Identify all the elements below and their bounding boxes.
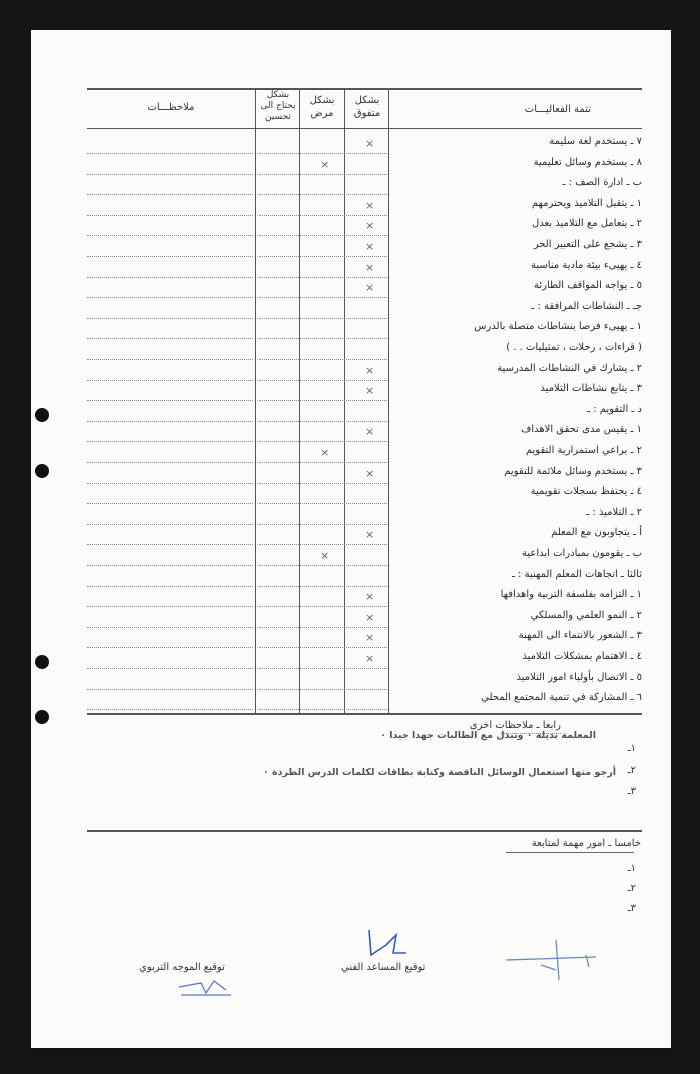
rating-mark-ok: ×: [320, 549, 330, 562]
section5-title-underline: [506, 852, 634, 853]
rating-mark-excellent: ×: [365, 281, 375, 295]
table-row: [87, 505, 642, 525]
header-bottom-rule: [87, 128, 642, 129]
note-2-text: أرجو منها استعمال الوسائل الناقصة وكتابة بطاقات لكلمات الدرس الطردة ٠: [262, 767, 616, 778]
rating-mark-excellent: ×: [365, 240, 375, 253]
binder-hole-2: [35, 464, 49, 478]
activity-label: ٤ ـ يهيىء بيئة مادية مناسبة: [530, 259, 642, 271]
rating-mark-ok: ×: [320, 157, 330, 171]
form-page: [31, 30, 671, 1048]
table-row: [87, 443, 642, 463]
table-row: [87, 319, 642, 339]
header-needs-improvement: بشكل يحتاج الى تحسين: [260, 90, 296, 122]
activity-label: أ ـ يتجاوبون مع المعلم: [551, 527, 642, 539]
activity-label: ٢ ـ يتعامل مع التلاميذ بعدل: [531, 218, 642, 230]
rating-mark-ok: ×: [320, 446, 330, 459]
note-3-num: ٣ـ: [627, 786, 636, 797]
header-activities: تتمة الفعاليـــات: [524, 104, 591, 115]
note-2-num: ٢ـ: [627, 765, 636, 776]
binder-hole-1: [35, 408, 49, 422]
section5-item-1: ١ـ: [627, 863, 636, 874]
table-row: [87, 402, 642, 422]
table-row: [87, 567, 642, 587]
table-row: [87, 258, 642, 278]
activity-label: ٣ ـ يتابع نشاطات التلاميذ: [540, 383, 642, 395]
activity-label: ٣ ـ يستخدم وسائل ملائمة للتقويم: [504, 465, 642, 477]
activity-label: ٥ ـ الاتصال بأولياء امور التلاميذ: [516, 671, 642, 683]
header-excellent: بشكل متفوق: [353, 95, 381, 119]
activity-label: ( قراءات ، رحلات ، تمثيليات . . ): [506, 342, 642, 353]
table-row: [87, 525, 642, 545]
activity-label: ٣ ـ الشعور بالانتماء الى المهنة: [518, 630, 642, 642]
table-row: [87, 155, 642, 175]
table-row: [87, 464, 642, 484]
header-satisfactory: بشكل مرض: [309, 95, 335, 119]
table-row: [87, 628, 642, 648]
table-row: [87, 587, 642, 607]
activity-label: ١ ـ يتقبل التلاميذ ويحترمهم: [531, 197, 642, 209]
rating-mark-excellent: ×: [365, 260, 375, 274]
table-row: [87, 134, 642, 154]
rating-mark-excellent: ×: [365, 219, 375, 233]
rating-mark-excellent: ×: [365, 631, 375, 645]
table-row: [87, 649, 642, 669]
activity-label: ب ـ ادارة الصف : ـ: [562, 177, 642, 189]
activity-label: د ـ التقويم : ـ: [587, 403, 642, 415]
activity-label: ثالثا ـ اتجاهات المعلم المهنية : ـ: [511, 568, 642, 580]
table-row: [87, 196, 642, 216]
notes-dotted-line: [87, 709, 253, 710]
activity-label: ٢ ـ يشارك في النشاطات المدرسية: [497, 362, 642, 374]
rating-mark-excellent: ×: [365, 384, 375, 398]
header-top-rule: [87, 88, 642, 90]
rating-mark-excellent: ×: [365, 198, 375, 212]
table-row: [87, 278, 642, 298]
activity-label: ٢ ـ النمو العلمي والمسلكي: [530, 609, 642, 621]
rating-mark-excellent: ×: [365, 610, 375, 624]
rating-mark-excellent: ×: [365, 652, 375, 665]
binder-hole-3: [35, 655, 49, 669]
binder-hole-4: [35, 710, 49, 724]
table-row: [87, 361, 642, 381]
activity-label: ب ـ يقومون بمبادرات ابداعية: [522, 548, 642, 559]
activity-label: ٤ ـ الاهتمام بمشكلات التلاميذ: [522, 651, 642, 662]
table-row: [87, 670, 642, 690]
rating-mark-excellent: ×: [365, 528, 375, 542]
table-row: [87, 237, 642, 257]
table-row: [87, 484, 642, 504]
table-row: [87, 299, 642, 319]
table-row: [87, 608, 642, 628]
table-row: [87, 690, 642, 710]
section5-item-2: ٢ـ: [627, 883, 636, 894]
supervisor-signature: [176, 975, 236, 1000]
section5-item-3: ٣ـ: [627, 903, 636, 914]
table-row: [87, 175, 642, 195]
activity-label: ٧ ـ يستخدم لغة سليمة: [549, 136, 642, 147]
activity-label: ٥ ـ يواجه المواقف الطارئة: [533, 280, 642, 292]
assistant-signature: [361, 925, 411, 960]
table-row: [87, 422, 642, 442]
table-row: [87, 381, 642, 401]
note-1-text: المعلمة بديلة ٠ وتبذل مع الطالبات جهدا جيدا ٠: [380, 730, 596, 741]
rating-mark-excellent: ×: [365, 425, 375, 439]
rating-mark-excellent: ×: [365, 466, 375, 480]
table-row: [87, 546, 642, 566]
activity-label: ٢ ـ يراعي استمرارية التقويم: [525, 445, 642, 456]
rating-mark-excellent: ×: [365, 363, 375, 377]
assistant-signature-label: توقيع المساعد الفني: [341, 962, 426, 973]
header-notes: ملاحظـــات: [147, 102, 195, 113]
activity-label: ٨ ـ يستخدم وسائل تعليمية: [533, 156, 642, 168]
rating-mark-excellent: ×: [365, 590, 375, 604]
section5-top-rule: [87, 830, 642, 832]
activity-label: ٣ ـ يشجع على التعبير الحر: [533, 239, 642, 250]
inspector-signature: [501, 935, 601, 980]
activity-label: ١ ـ يهيىء فرصا بنشاطات متصلة بالدرس: [474, 321, 642, 333]
supervisor-signature-label: توقيع الموجه التربوي: [139, 962, 225, 973]
table-row: [87, 340, 642, 360]
activity-label: ١ ـ يقيس مدى تحقق الاهداف: [520, 424, 642, 436]
activity-label: جـ ـ النشاطات المرافقة : ـ: [531, 300, 642, 312]
rating-dotted-line: [259, 709, 387, 710]
table-row: [87, 216, 642, 236]
rating-mark-excellent: ×: [365, 137, 375, 150]
activities-table: [87, 134, 642, 714]
section4-title: رابعا ـ ملاحظات اخرى: [469, 720, 561, 731]
section5-title: خامسا ـ امور مهمة لمتابعة: [531, 838, 641, 849]
activity-label: ٤ ـ يحتفظ بسجلات تقويمية: [530, 486, 642, 498]
activity-label: ٦ ـ المشاركة في تنمية المجتمع المحلي: [481, 692, 642, 704]
activity-label: ١ ـ التزامه بفلسفة التربية واهدافها: [500, 589, 642, 601]
activity-label: ٢ ـ التلاميذ : ـ: [586, 506, 642, 518]
note-1-num: ١ـ: [627, 743, 636, 754]
